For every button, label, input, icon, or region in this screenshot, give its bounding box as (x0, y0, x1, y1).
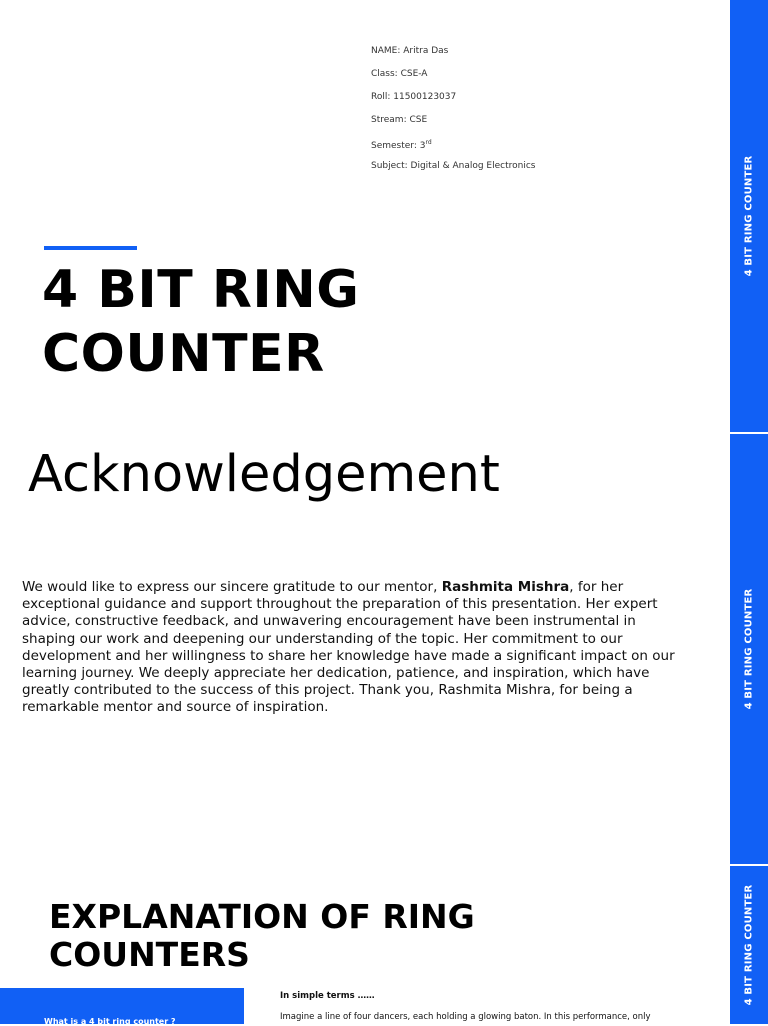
acknowledgement-body (22, 579, 677, 717)
title-line-1: 4 BIT RING (42, 260, 360, 320)
running-header: 4 BIT RING COUNTER (743, 884, 755, 1006)
side-band-middle (730, 434, 768, 864)
side-band-bottom (730, 866, 768, 1024)
running-header: 4 BIT RING COUNTER (743, 588, 755, 710)
semester-value: Semester: 3 (371, 141, 426, 151)
question-box (0, 988, 244, 1024)
ack-text-before: We would like to express our sincere gratitude to our mentor, (22, 579, 442, 595)
question-text: What is a 4 bit ring counter ? (44, 1017, 176, 1026)
explanation-heading-line-2: COUNTERS (49, 935, 250, 974)
student-stream: Stream: CSE (371, 115, 428, 125)
student-info (371, 44, 535, 182)
ack-text-after: , for her exceptional guidance and support throughout the preparation of this presentation. Her expert advice, constructive feedback, and unwavering encouragement have been instrumental in shaping our work and deepening our understanding of the topic. Her commitment to our development and her willingness to share her knowledge have made a significant impact on our learning journey. We deeply appreciate her dedication, patience, and inspiration, which have greatly contributed to the success of this project. Thank you, Rashmita Mishra, for being a remarkable mentor and source of inspiration. (22, 579, 675, 716)
title-accent-bar (44, 246, 137, 250)
running-header: 4 BIT RING COUNTER (743, 155, 755, 277)
document-title (42, 258, 522, 386)
side-band-top (730, 0, 768, 432)
student-subject: Subject: Digital & Analog Electronics (371, 161, 536, 171)
title-line-2: COUNTER (42, 324, 325, 384)
semester-ordinal: rd (425, 139, 432, 146)
mentor-name: Rashmita Mishra (441, 579, 570, 595)
student-name: NAME: Aritra Das (371, 46, 449, 56)
student-class: Class: CSE-A (371, 69, 428, 79)
simple-terms-text: Imagine a line of four dancers, each holding a glowing baton. In this performance, only (280, 1012, 651, 1022)
student-semester (371, 136, 535, 159)
student-roll: Roll: 11500123037 (371, 92, 457, 102)
acknowledgement-heading: Acknowledgement (28, 445, 500, 504)
simple-terms-label: In simple terms …… (280, 991, 375, 1001)
explanation-heading (49, 898, 569, 974)
explanation-heading-line-1: EXPLANATION OF RING (49, 897, 475, 936)
